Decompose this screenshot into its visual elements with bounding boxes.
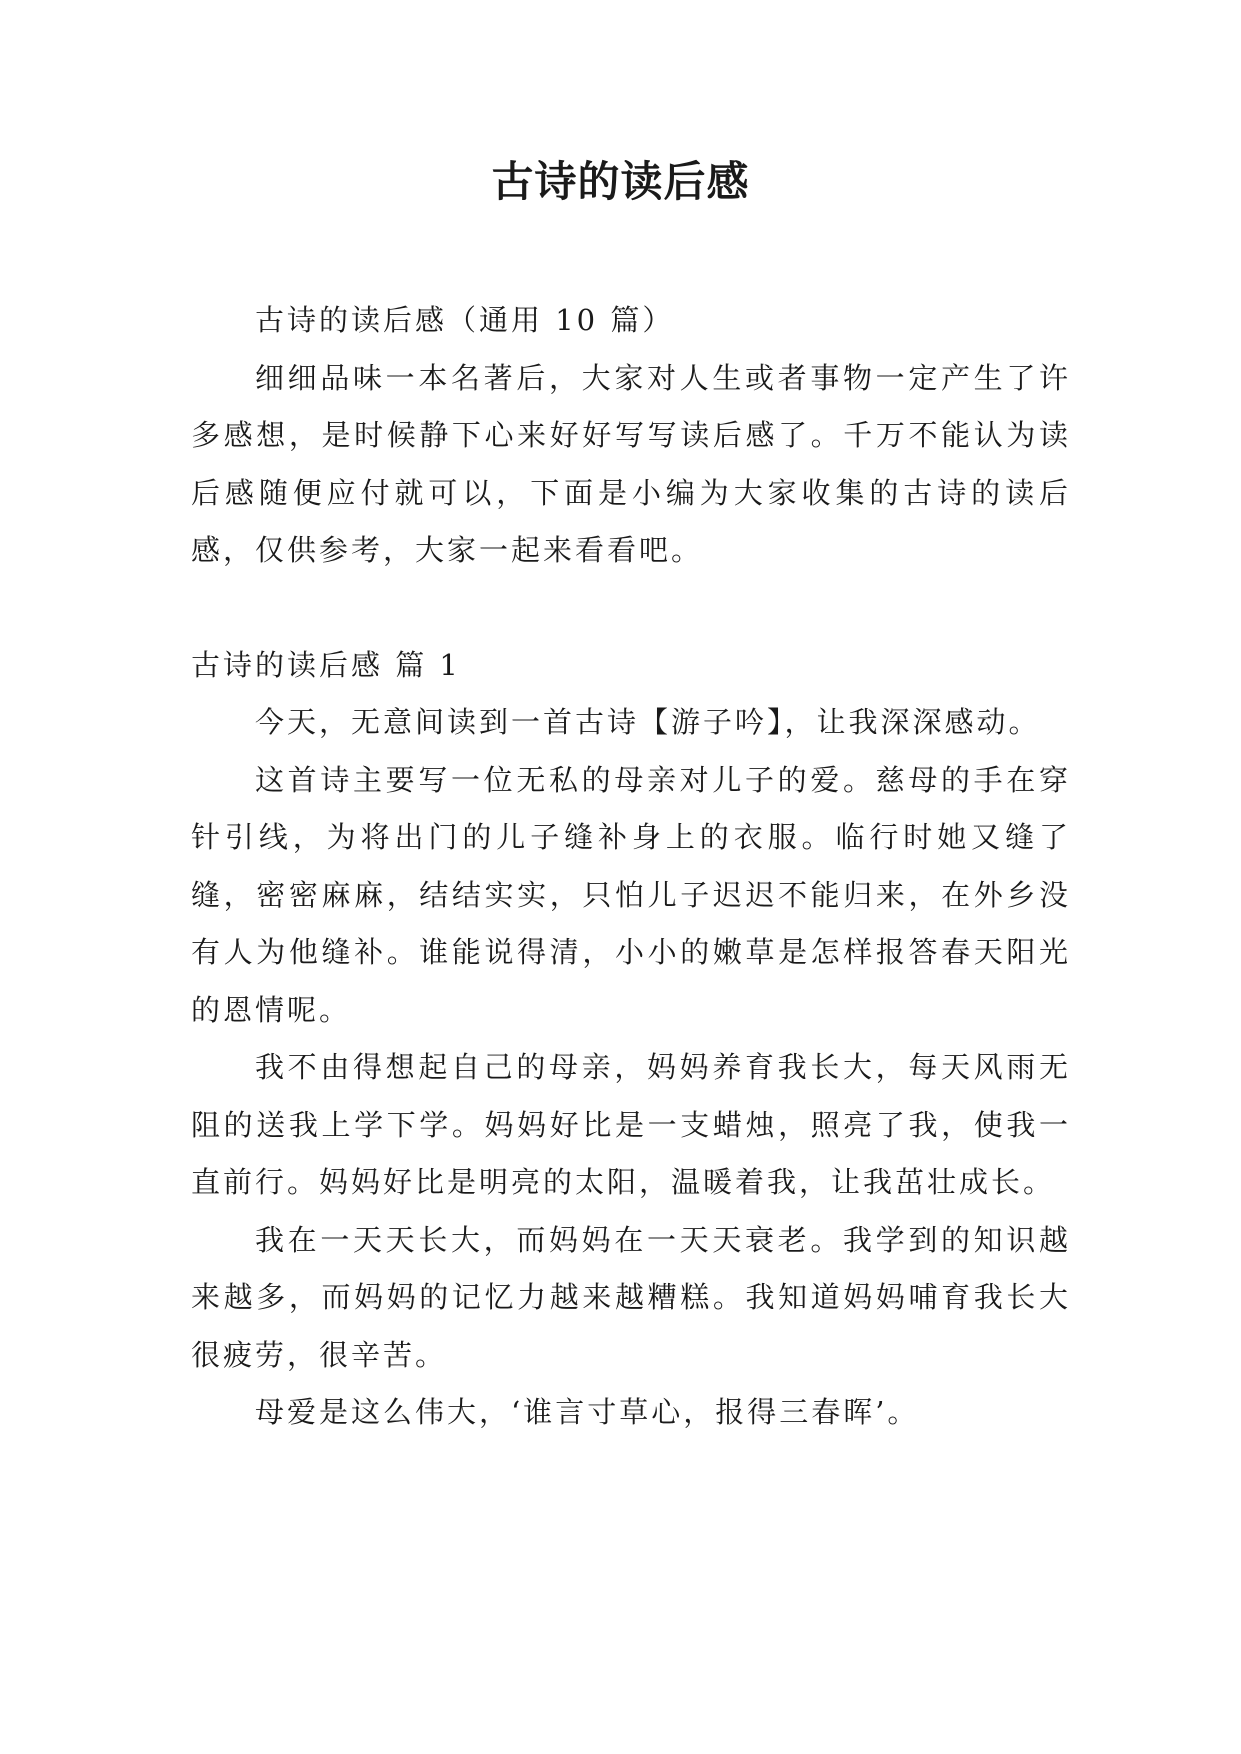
- paragraph-2: 这首诗主要写一位无私的母亲对儿子的爱。慈母的手在穿针引线，为将出门的儿子缝补身上的衣服。临行时她又缝了缝，密密麻麻，结结实实，只怕儿子迟迟不能归来，在外乡没有人为他缝补。谁能说得清，小小的嫩草是怎样报答春天阳光的恩情呢。: [191, 762, 1071, 1027]
- subtitle-line: 古诗的读后感（通用 10 篇）: [255, 303, 675, 337]
- intro-paragraph: 细细品味一本名著后，大家对人生或者事物一定产生了许多感想，是时候静下心来好好写写读后感了。千万不能认为读后感随便应付就可以，下面是小编为大家收集的古诗的读后感，仅供参考，大家一起来看看吧。: [191, 360, 1071, 567]
- paragraph-4: 我在一天天长大，而妈妈在一天天衰老。我学到的知识越来越多，而妈妈的记忆力越来越糟糕。我知道妈妈哺育我长大很疲劳，很辛苦。: [191, 1222, 1071, 1372]
- paragraph-3: 我不由得想起自己的母亲，妈妈养育我长大，每天风雨无阻的送我上学下学。妈妈好比是一支蜡烛，照亮了我，使我一直前行。妈妈好比是明亮的太阳，温暖着我，让我茁壮成长。: [191, 1050, 1071, 1199]
- document-title: 古诗的读后感: [491, 157, 750, 206]
- section-heading: 古诗的读后感 篇 1: [191, 647, 461, 682]
- document-body: [191, 292, 1071, 1442]
- paragraph-5: 母爱是这么伟大，‘谁言寸草心，报得三春晖’。: [255, 1395, 920, 1429]
- paragraph-1: 今天，无意间读到一首古诗【游子吟】，让我深深感动。: [255, 705, 1041, 739]
